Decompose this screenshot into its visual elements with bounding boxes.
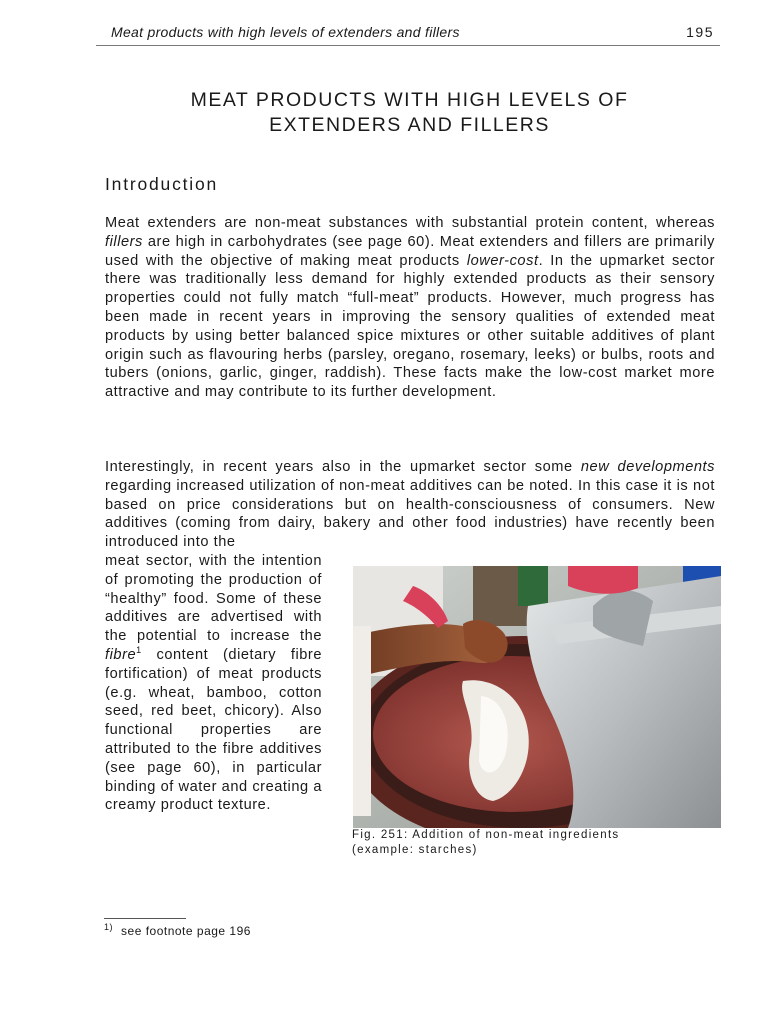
paragraph-1-emphasis-fillers: fillers (105, 233, 143, 250)
paragraph-1 (105, 214, 715, 402)
running-head-title: Meat products with high levels of extenders and fillers (111, 24, 460, 40)
page-title (104, 88, 715, 138)
figure-caption-line-2: (example: starches) (352, 844, 478, 856)
section-heading-introduction: Introduction (105, 174, 219, 194)
paragraph-3-text-a: meat sector, with the intention of promoting the production of “healthy” food. Some of these additives are advertised with the potential to increase the (105, 553, 322, 645)
paragraph-1-text-c: . In the upmarket sector there was traditionally less demand for highly extended products as their sensory properties could not fully match “full-meat” products. However, much progress has been made in recent years in improving the sensory qualities of extended meat products by using better balanced spice mixtures or other suitable additives of plant origin such as flavouring herbs (parsley, oregano, rosemary, leeks) or bulbs, roots and tubers (onions, garlic, ginger, raddish). These facts make the low-cost market more attractive and may contribute to its further development. (105, 252, 715, 401)
figure-photo-illustration (353, 566, 721, 828)
paragraph-3-text-b: content (dietary fibre fortification) of meat products (e.g. wheat, bamboo, cotton seed, red beet, chicory). Also functional properties are attributed to the fibre additives (see page 60), in particular binding of water and creating a creamy product texture. (105, 646, 322, 814)
paragraph-2-emphasis-new-developments: new developments (580, 459, 715, 475)
figure-photo (353, 566, 721, 828)
page-title-line-1: MEAT PRODUCTS WITH HIGH LEVELS OF (190, 89, 629, 111)
paragraph-1-text-b: are high in carbohydrates (see page 60). Meat extenders and fillers are primarily used with the objective of making meat products (105, 233, 715, 269)
header-rule (96, 45, 720, 46)
paragraph-1-text-a: Meat extenders are non-meat substances with substantial protein content, whereas (105, 215, 715, 231)
page-title-line-2: EXTENDERS AND FILLERS (269, 114, 550, 136)
paragraph-2 (105, 458, 715, 552)
running-head (111, 24, 714, 40)
footnote-reference: 1 (136, 645, 142, 656)
paragraph-1-emphasis-lower-cost: lower-cost (466, 252, 539, 269)
footnote (104, 924, 251, 938)
paragraph-3 (105, 552, 322, 815)
paragraph-3-emphasis-fibre: fibre (105, 646, 137, 663)
footnote-rule (104, 918, 186, 919)
footnote-marker: 1) (104, 922, 114, 932)
footnote-text: see footnote page 196 (121, 924, 251, 938)
page-number: 195 (686, 24, 714, 40)
figure-caption (352, 828, 722, 858)
paragraph-2-text-b: regarding increased utilization of non-meat additives can be noted. In this case it is not based on price considerations but on health-consciousness of consumers. New additives (coming from dairy, bakery and other food industries) have recently been introduced into the (105, 477, 715, 551)
paragraph-2-text-a: Interestingly, in recent years also in the upmarket sector some (105, 459, 581, 475)
figure-caption-line-1: Fig. 251: Addition of non-meat ingredients (352, 829, 620, 841)
